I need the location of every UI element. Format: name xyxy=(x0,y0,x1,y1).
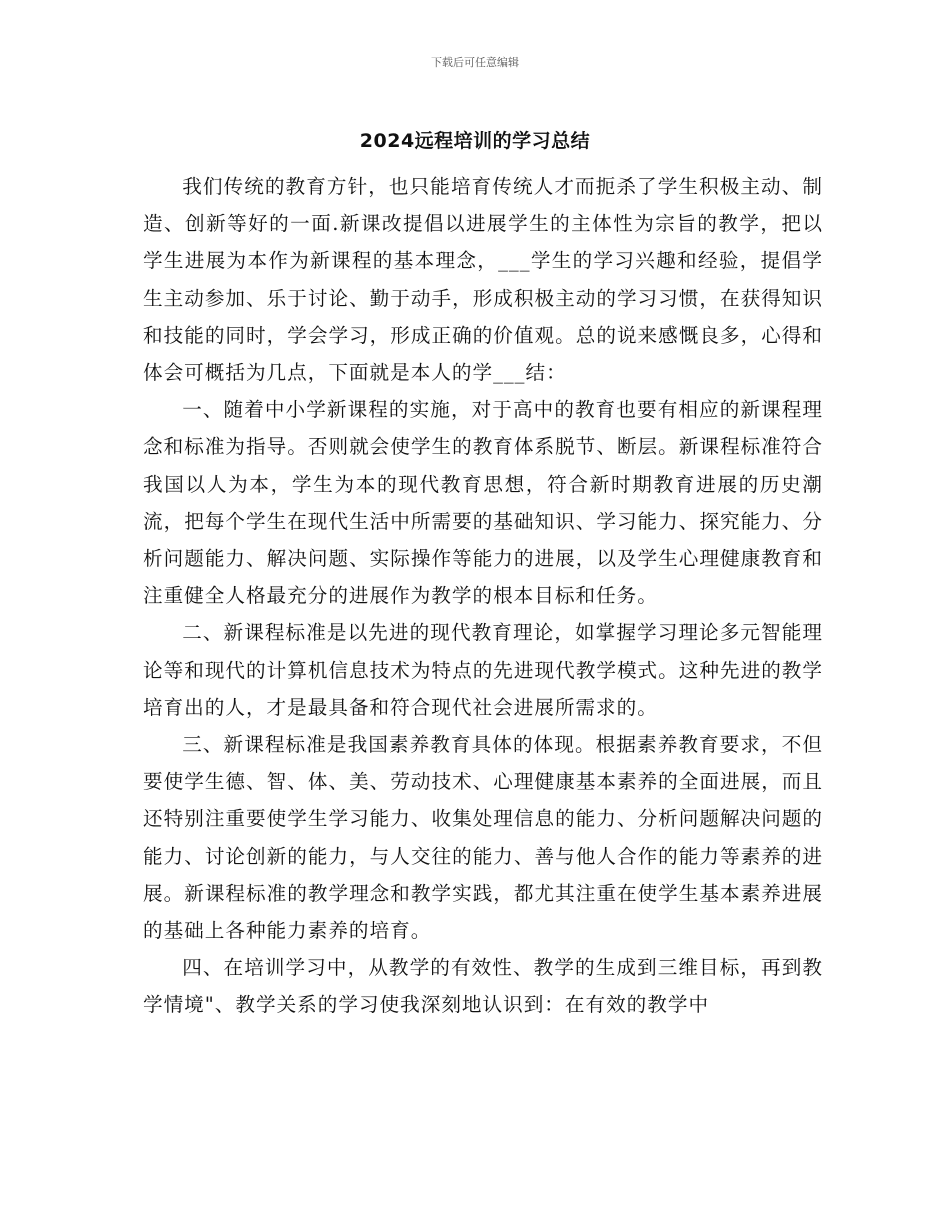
paragraph-3: 二、新课程标准是以先进的现代教育理论，如掌握学习理论多元智能理论等和现代的计算机信息技术为特点的先进现代教学模式。这种先进的教学培育出的人，才是最具备和符合现代社会进展所需求的。 xyxy=(143,621,823,719)
document-body xyxy=(143,168,823,1024)
paragraph-5: 四、在培训学习中，从教学的有效性、教学的生成到三维目标，再到教学情境"、教学关系的学习使我深刻地认识到：在有效的教学中 xyxy=(143,956,823,1017)
paragraph-1: 我们传统的教育方针，也只能培育传统人才而扼杀了学生积极主动、制造、创新等好的一面.新课改提倡以进展学生的主体性为宗旨的教学，把以学生进展为本作为新课程的基本理念，___学生的学习兴趣和经验，提倡学生主动参加、乐于讨论、勤于动手，形成积极主动的学习习惯，在获得知识和技能的同时，学会学习，形成正确的价值观。总的说来感慨良多，心得和体会可概括为几点，下面就是本人的学___结： xyxy=(143,175,823,385)
page-title: 2024远程培训的学习总结 xyxy=(359,130,591,152)
paragraph-2: 一、随着中小学新课程的实施，对于高中的教育也要有相应的新课程理念和标准为指导。否则就会使学生的教育体系脱节、断层。新课程标准符合我国以人为本，学生为本的现代教育思想，符合新时期教育进展的历史潮流，把每个学生在现代生活中所需要的基础知识、学习能力、探究能力、分析问题能力、解决问题、实际操作等能力的进展，以及学生心理健康教育和注重健全人格最充分的进展作为教学的根本目标和任务。 xyxy=(143,398,823,608)
header-note: 下载后可任意编辑 xyxy=(431,56,519,69)
paragraph-4: 三、新课程标准是我国素养教育具体的体现。根据素养教育要求，不但要使学生德、智、体、美、劳动技术、心理健康基本素养的全面进展，而且还特别注重要使学生学习能力、收集处理信息的能力、分析问题解决问题的能力、讨论创新的能力，与人交往的能力、善与他人合作的能力等素养的进展。新课程标准的教学理念和教学实践，都尤其注重在使学生基本素养进展的基础上各种能力素养的培育。 xyxy=(143,733,823,943)
